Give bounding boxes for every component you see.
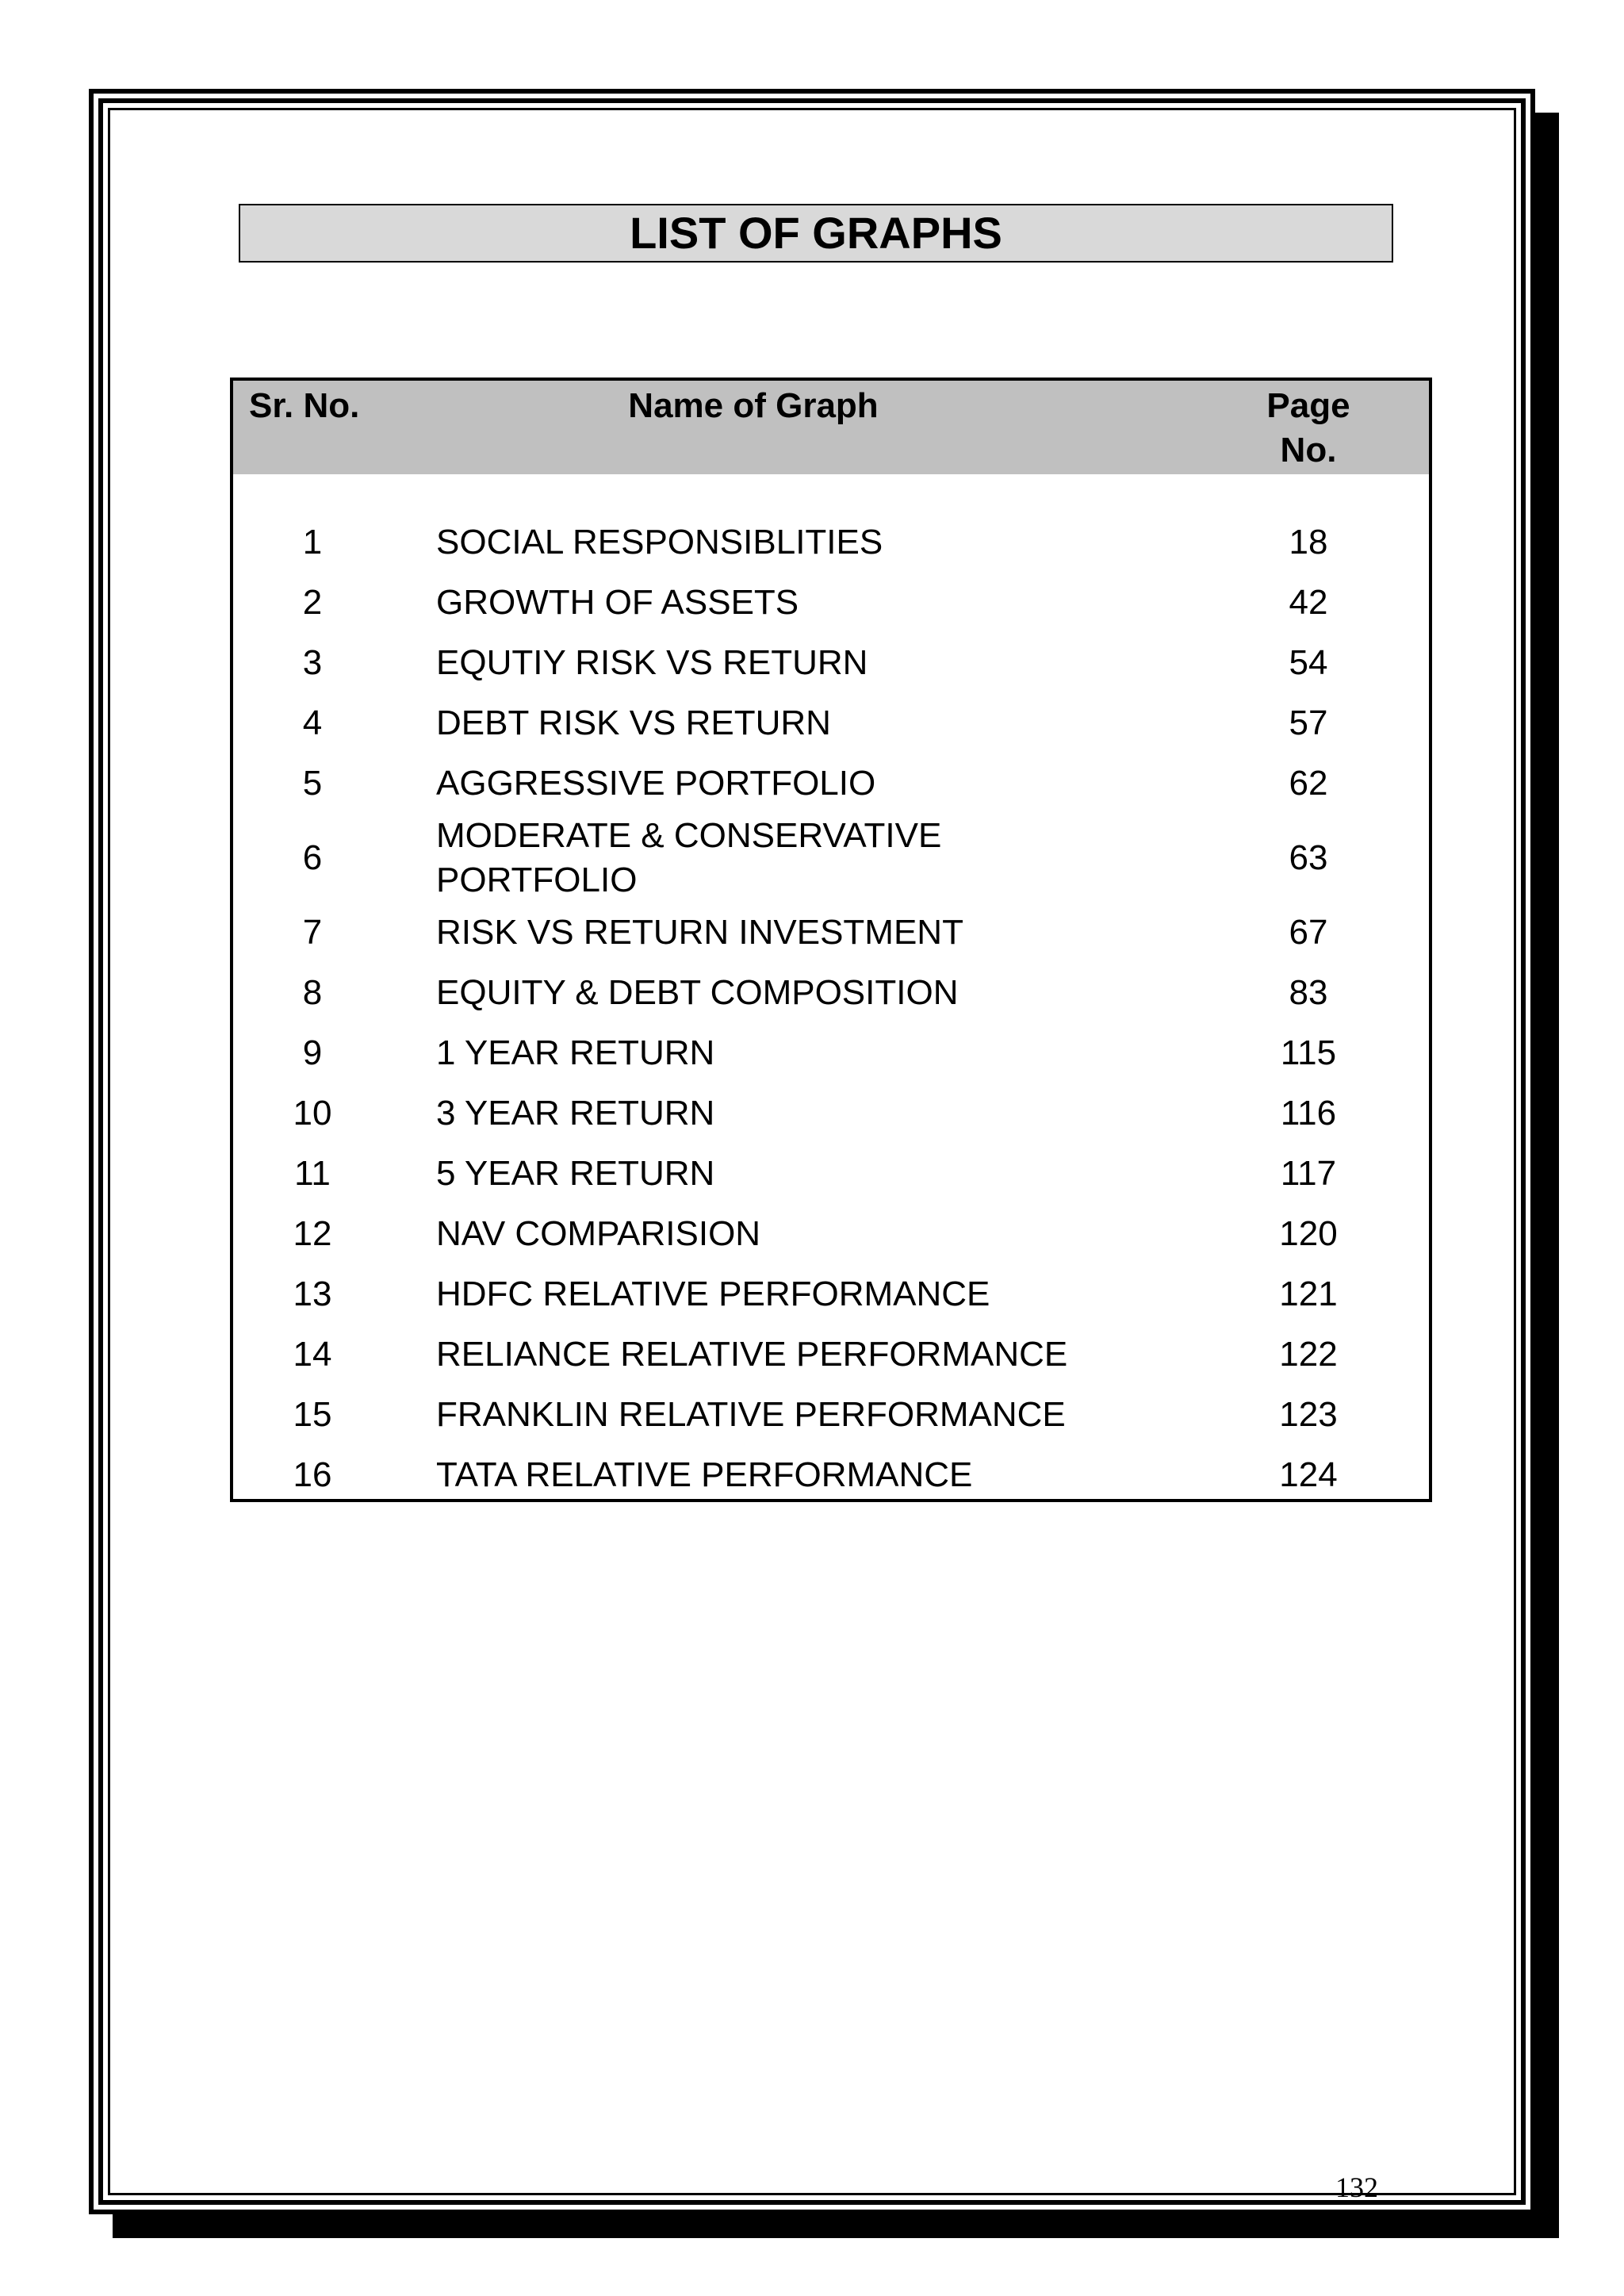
header-sr-no: Sr. No. xyxy=(249,386,360,425)
table-row xyxy=(233,1023,1429,1083)
sr-no-cell: 11 xyxy=(294,1154,331,1193)
page-no-cell: 54 xyxy=(1289,643,1328,682)
sr-no-cell: 2 xyxy=(302,583,323,622)
sr-no-cell: 7 xyxy=(302,913,323,952)
page-title: LIST OF GRAPHS xyxy=(239,204,1393,263)
graph-name-cell: RISK VS RETURN INVESTMENT xyxy=(436,913,963,952)
graph-name-cell: TATA RELATIVE PERFORMANCE xyxy=(436,1455,973,1494)
page-no-cell: 42 xyxy=(1289,583,1328,622)
graph-name-line2: PORTFOLIO xyxy=(436,861,638,899)
graph-name-line1: MODERATE & CONSERVATIVE xyxy=(436,816,942,855)
sr-no-cell: 10 xyxy=(293,1094,332,1133)
table-row xyxy=(233,1264,1429,1324)
page-no-cell: 123 xyxy=(1279,1395,1338,1434)
sr-no-cell: 8 xyxy=(302,973,323,1012)
table-row xyxy=(233,1445,1429,1505)
graph-name-cell: HDFC RELATIVE PERFORMANCE xyxy=(436,1274,990,1313)
header-name-of-graph: Name of Graph xyxy=(628,386,879,425)
graph-name-cell: EQUITY & DEBT COMPOSITION xyxy=(436,973,959,1012)
sr-no-cell: 13 xyxy=(293,1274,332,1313)
graph-name-cell: GROWTH OF ASSETS xyxy=(436,583,799,622)
header-page-line1: Page xyxy=(1266,386,1350,425)
page-no-cell: 57 xyxy=(1289,703,1328,742)
sr-no-cell: 5 xyxy=(302,764,323,803)
page-no-cell: 62 xyxy=(1289,764,1328,803)
graph-name-cell: NAV COMPARISION xyxy=(436,1214,761,1253)
graph-name-cell: SOCIAL RESPONSIBLITIES xyxy=(436,523,883,562)
table-row xyxy=(233,903,1429,963)
table-row xyxy=(233,1144,1429,1204)
sr-no-cell: 9 xyxy=(302,1033,323,1072)
page-no-cell: 18 xyxy=(1289,523,1328,562)
page-no-cell: 67 xyxy=(1289,913,1328,952)
page-no-cell: 63 xyxy=(1289,838,1328,877)
sr-no-cell: 15 xyxy=(293,1395,332,1434)
table-row xyxy=(233,814,1429,903)
page-no-cell: 83 xyxy=(1289,973,1328,1012)
sr-no-cell: 12 xyxy=(293,1214,332,1253)
header-page-no xyxy=(1261,384,1356,473)
graph-name-cell: AGGRESSIVE PORTFOLIO xyxy=(436,764,876,803)
graphs-table xyxy=(230,378,1432,1502)
page-no-cell: 117 xyxy=(1280,1154,1337,1193)
sr-no-cell: 3 xyxy=(302,643,323,682)
table-header xyxy=(233,381,1429,474)
page-no-cell: 122 xyxy=(1279,1335,1338,1374)
graph-name-cell: EQUTIY RISK VS RETURN xyxy=(436,643,868,682)
graph-name-cell: 3 YEAR RETURN xyxy=(436,1094,715,1133)
table-row xyxy=(233,1385,1429,1445)
table-row xyxy=(233,963,1429,1023)
table-row xyxy=(233,633,1429,693)
page-no-cell: 115 xyxy=(1280,1033,1337,1072)
sr-no-cell: 14 xyxy=(293,1335,332,1374)
table-body xyxy=(233,512,1429,1505)
table-row xyxy=(233,753,1429,814)
table-row xyxy=(233,693,1429,753)
graph-name-cell: 5 YEAR RETURN xyxy=(436,1154,715,1193)
graph-name-cell: DEBT RISK VS RETURN xyxy=(436,703,831,742)
table-row xyxy=(233,1204,1429,1264)
table-row xyxy=(233,512,1429,573)
table-row xyxy=(233,1324,1429,1385)
page-number: 132 xyxy=(1335,2171,1378,2203)
graph-name-cell xyxy=(436,814,1229,903)
header-page-line2: No. xyxy=(1280,431,1337,470)
page-no-cell: 121 xyxy=(1279,1274,1338,1313)
page-no-cell: 116 xyxy=(1280,1094,1337,1133)
page-no-cell: 120 xyxy=(1279,1214,1338,1253)
table-row xyxy=(233,573,1429,633)
sr-no-cell: 6 xyxy=(302,838,323,877)
graph-name-cell: 1 YEAR RETURN xyxy=(436,1033,715,1072)
page-no-cell: 124 xyxy=(1279,1455,1338,1494)
graph-name-cell: RELIANCE RELATIVE PERFORMANCE xyxy=(436,1335,1068,1374)
sr-no-cell: 4 xyxy=(302,703,323,742)
table-row xyxy=(233,1083,1429,1144)
sr-no-cell: 16 xyxy=(293,1455,332,1494)
sr-no-cell: 1 xyxy=(302,523,323,562)
graph-name-cell: FRANKLIN RELATIVE PERFORMANCE xyxy=(436,1395,1066,1434)
